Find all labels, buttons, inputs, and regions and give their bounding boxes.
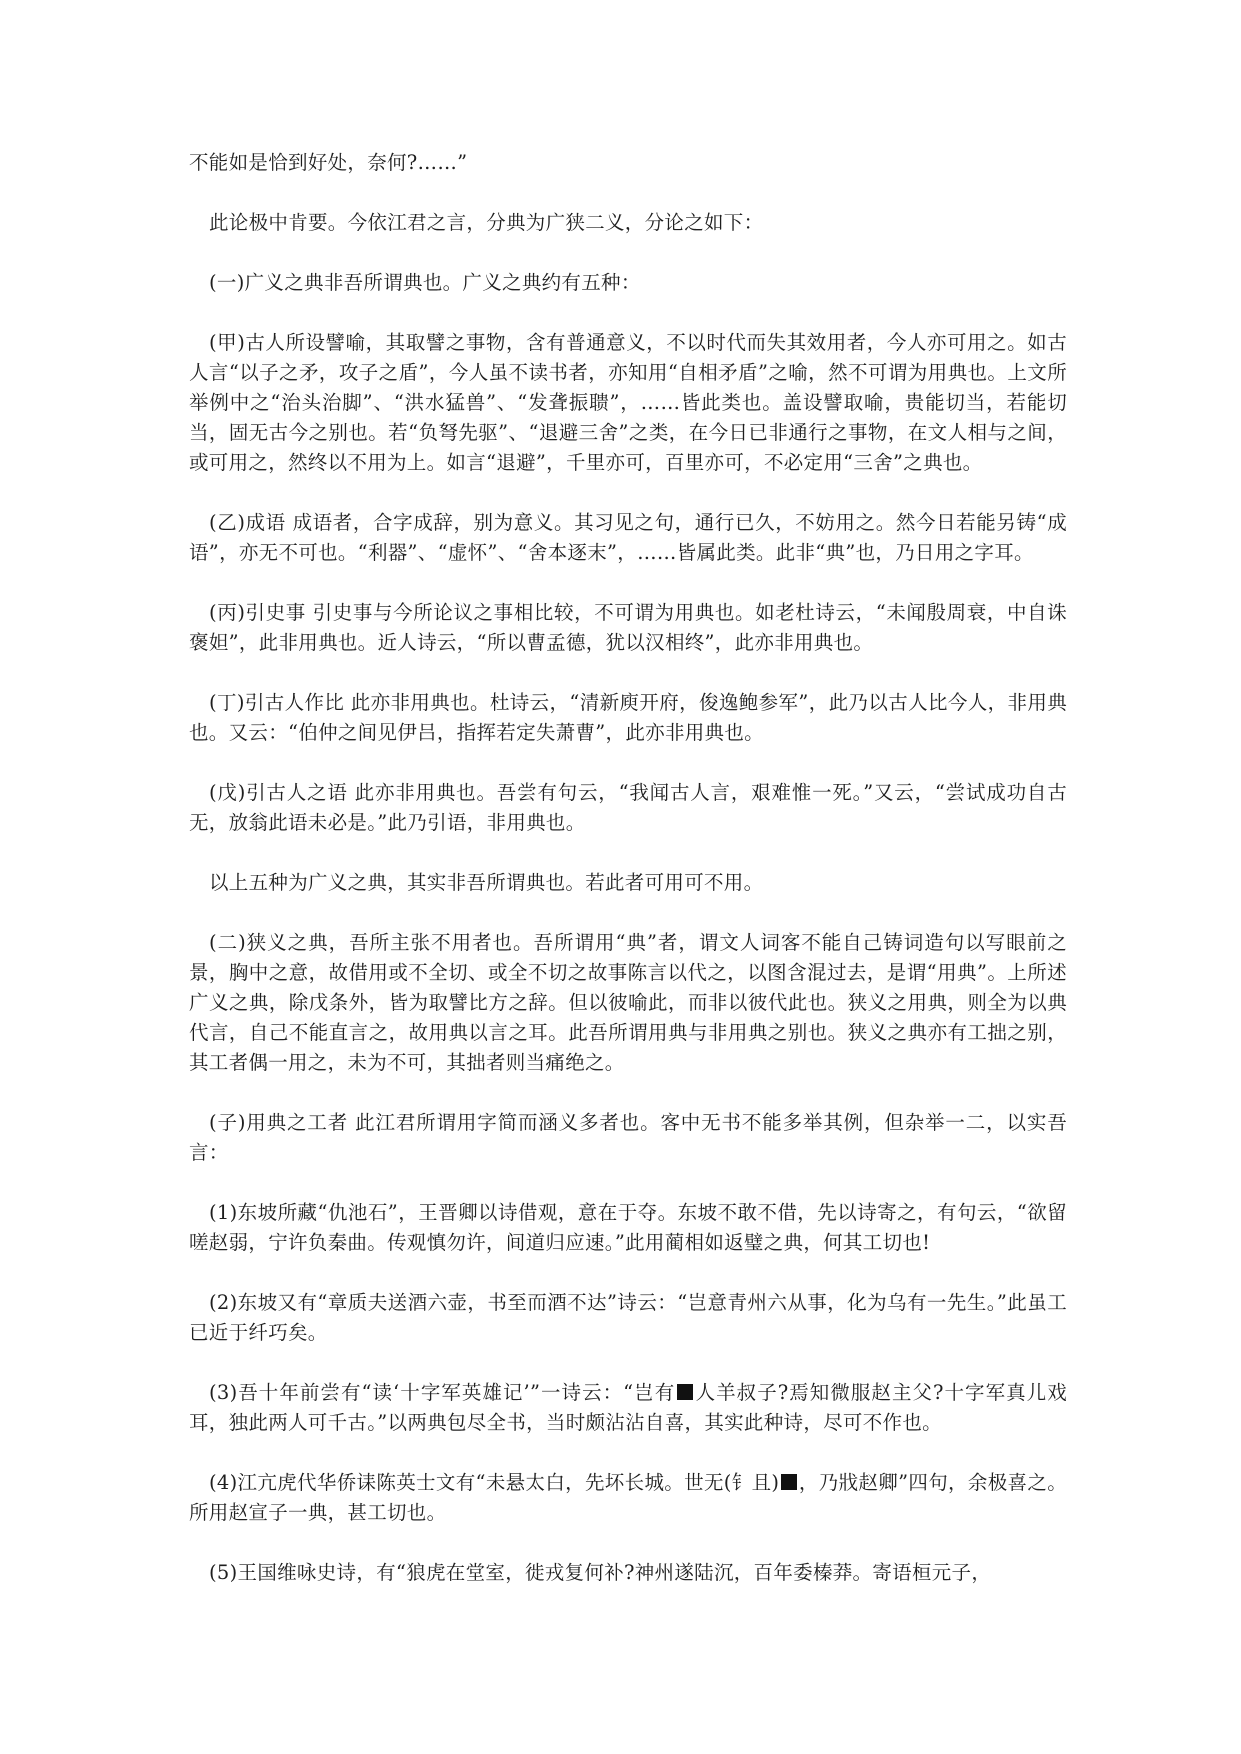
paragraph-14 (189, 1378, 1067, 1438)
paragraph-15 (189, 1468, 1067, 1528)
paragraph-2: 此论极中肯要。今依江君之言，分典为广狭二义，分论之如下： (209, 211, 764, 234)
paragraph-1: 不能如是恰到好处，奈何?……” (189, 151, 468, 174)
paragraph-3: (一)广义之典非吾所谓典也。广义之典约有五种： (209, 271, 641, 294)
paragraph-14-part-b: 人羊叔子?焉知微服赵主父?十字军真儿戏耳，独此两人可千古。”以两典包尽全书，当时颇沾沾自喜，其实此种诗，尽可不作也。 (189, 1381, 1068, 1434)
paragraph-5: (乙)成语 成语者，合字成辞，别为意义。其习见之句，通行已久，不妨用之。然今日若能另铸“成语”，亦无不可也。“利器”、“虚怀”、“舍本逐末”，……皆属此类。此非“典”也，乃日用之字耳。 (189, 511, 1067, 564)
missing-glyph-block (781, 1474, 797, 1490)
paragraph-16: (5)王国维咏史诗，有“狼虎在堂室，徙戎复何补?神州遂陆沉，百年委榛莽。寄语桓元子， (209, 1561, 992, 1584)
paragraph-10: (二)狭义之典，吾所主张不用者也。吾所谓用“典”者，谓文人词客不能自己铸词造句以写眼前之景，胸中之意，故借用或不全切、或全不切之故事陈言以代之，以图含混过去，是谓“用典”。上所述广义之典，除戊条外，皆为取譬比方之辞。但以彼喻此，而非以彼代此也。狭义之用典，则全为以典代言，自己不能直言之，故用典以言之耳。此吾所谓用典与非用典之别也。狭义之典亦有工拙之别，其工者偶一用之，未为不可，其拙者则当痛绝之。 (189, 931, 1067, 1074)
paragraph-11: (子)用典之工者 此江君所谓用字简而涵义多者也。客中无书不能多举其例，但杂举一二，以实吾言： (189, 1111, 1067, 1164)
paragraph-8: (戊)引古人之语 此亦非用典也。吾尝有句云，“我闻古人言，艰难惟一死。”又云，“尝试成功自古无，放翁此语未必是。”此乃引语，非用典也。 (189, 781, 1067, 834)
paragraph-12: (1)东坡所藏“仇池石”，王晋卿以诗借观，意在于夺。东坡不敢不借，先以诗寄之，有句云，“欲留嗟赵弱，宁许负秦曲。传观慎勿许，间道归应速。”此用蔺相如返璧之典，何其工切也! (189, 1201, 1067, 1254)
paragraph-13: (2)东坡又有“章质夫送酒六壶，书至而酒不达”诗云：“岂意青州六从事，化为乌有一先生。”此虽工已近于纤巧矣。 (189, 1291, 1067, 1344)
paragraph-6: (丙)引史事 引史事与今所论议之事相比较，不可谓为用典也。如老杜诗云，“未闻殷周衰，中自诛褒妲”，此非用典也。近人诗云，“所以曹孟德，犹以汉相终”，此亦非用典也。 (189, 601, 1067, 654)
paragraph-7: (丁)引古人作比 此亦非用典也。杜诗云，“清新庾开府，俊逸鲍参军”，此乃以古人比今人，非用典也。又云：“伯仲之间见伊吕，指挥若定失萧曹”，此亦非用典也。 (189, 691, 1067, 744)
missing-glyph-block (677, 1384, 693, 1400)
paragraph-15-part-a: (4)江亢虎代华侨诔陈英士文有“未悬太白，先坏长城。世无(钅且) (209, 1471, 780, 1494)
paragraph-9: 以上五种为广义之典，其实非吾所谓典也。若此者可用可不用。 (209, 871, 764, 894)
paragraph-15-part-b: ，乃戕赵卿”四句，余极喜之。所用赵宣子一典，甚工切也。 (189, 1471, 1068, 1524)
paragraph-14-part-a: (3)吾十年前尝有“读‘十字军英雄记’”一诗云：“岂有 (209, 1381, 676, 1404)
paragraph-4: (甲)古人所设譬喻，其取譬之事物，含有普通意义，不以时代而失其效用者，今人亦可用之。如古人言“以子之矛，攻子之盾”，今人虽不读书者，亦知用“自相矛盾”之喻，然不可谓为用典也。上文所举例中之“治头治脚”、“洪水猛兽”、“发聋振聩”，……皆此类也。盖设譬取喻，贵能切当，若能切当，固无古今之别也。若“负弩先驱”、“退避三舍”之类，在今日已非通行之事物，在文人相与之间，或可用之，然终以不用为上。如言“退避”，千里亦可，百里亦可，不必定用“三舍”之典也。 (189, 331, 1067, 474)
document-page (189, 148, 1067, 1618)
